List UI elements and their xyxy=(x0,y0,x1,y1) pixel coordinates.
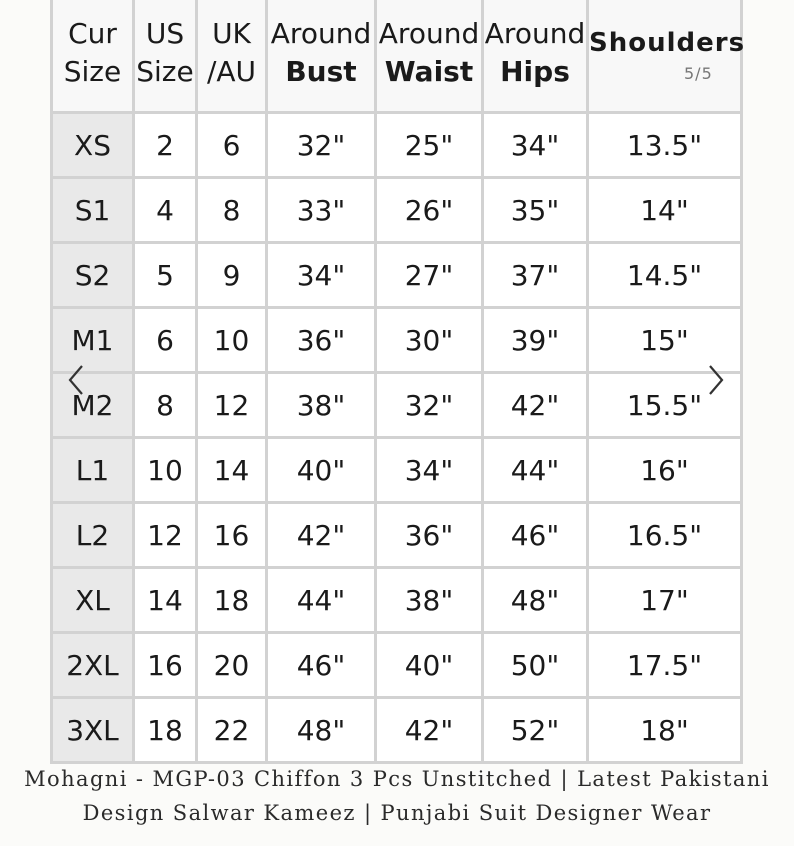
header-cur-size: Cur Size xyxy=(52,0,134,113)
measurement-cell: 48" xyxy=(483,568,588,633)
table-row xyxy=(52,243,742,308)
next-image-button[interactable] xyxy=(706,360,726,400)
measurement-cell: 17.5" xyxy=(588,633,742,698)
size-label-cell: XS xyxy=(52,113,134,178)
measurement-cell: 15" xyxy=(588,308,742,373)
caption-line-1: Mohagni - MGP-03 Chiffon 3 Pcs Unstitched | Latest Pakistani xyxy=(24,767,770,791)
measurement-cell: 20 xyxy=(197,633,267,698)
table-row xyxy=(52,373,742,438)
measurement-cell: 25" xyxy=(376,113,483,178)
measurement-cell: 48" xyxy=(267,698,376,763)
measurement-cell: 12 xyxy=(197,373,267,438)
measurement-cell: 52" xyxy=(483,698,588,763)
size-label-cell: S1 xyxy=(52,178,134,243)
header-hips: Around Hips xyxy=(483,0,588,113)
measurement-cell: 38" xyxy=(376,568,483,633)
measurement-cell: 42" xyxy=(376,698,483,763)
measurement-cell: 8 xyxy=(134,373,197,438)
header-waist: Around Waist xyxy=(376,0,483,113)
table-row xyxy=(52,633,742,698)
measurement-cell: 46" xyxy=(483,503,588,568)
measurement-cell: 22 xyxy=(197,698,267,763)
measurement-cell: 44" xyxy=(267,568,376,633)
chevron-left-icon xyxy=(66,360,86,400)
measurement-cell: 17" xyxy=(588,568,742,633)
size-chart-table xyxy=(50,0,746,764)
size-label-cell: 2XL xyxy=(52,633,134,698)
measurement-cell: 6 xyxy=(197,113,267,178)
measurement-cell: 50" xyxy=(483,633,588,698)
measurement-cell: 2 xyxy=(134,113,197,178)
header-shoulders: Shoulders xyxy=(588,0,742,113)
measurement-cell: 32" xyxy=(267,113,376,178)
measurement-cell: 42" xyxy=(267,503,376,568)
table-body xyxy=(52,113,742,763)
previous-image-button[interactable] xyxy=(66,360,86,400)
measurement-cell: 5 xyxy=(134,243,197,308)
size-label-cell: L2 xyxy=(52,503,134,568)
measurement-cell: 42" xyxy=(483,373,588,438)
table-row xyxy=(52,113,742,178)
measurement-cell: 14 xyxy=(197,438,267,503)
measurement-cell: 14" xyxy=(588,178,742,243)
table-row xyxy=(52,308,742,373)
measurement-cell: 4 xyxy=(134,178,197,243)
measurement-cell: 10 xyxy=(197,308,267,373)
measurement-cell: 34" xyxy=(376,438,483,503)
header-uk-au: UK /AU xyxy=(197,0,267,113)
measurement-cell: 16.5" xyxy=(588,503,742,568)
measurement-cell: 15.5" xyxy=(588,373,742,438)
size-label-cell: L1 xyxy=(52,438,134,503)
measurement-cell: 40" xyxy=(267,438,376,503)
product-caption xyxy=(0,762,794,830)
table-header-row xyxy=(52,0,742,113)
table-row xyxy=(52,568,742,633)
measurement-cell: 39" xyxy=(483,308,588,373)
measurement-cell: 37" xyxy=(483,243,588,308)
measurement-cell: 13.5" xyxy=(588,113,742,178)
size-label-cell: 3XL xyxy=(52,698,134,763)
measurement-cell: 16 xyxy=(134,633,197,698)
measurement-cell: 16" xyxy=(588,438,742,503)
measurement-cell: 32" xyxy=(376,373,483,438)
measurement-cell: 26" xyxy=(376,178,483,243)
slide-counter: 5/5 xyxy=(684,64,713,83)
measurement-cell: 34" xyxy=(483,113,588,178)
image-viewer xyxy=(50,17,746,747)
header-bust: Around Bust xyxy=(267,0,376,113)
size-label-cell: M2 xyxy=(52,373,134,438)
measurement-cell: 14 xyxy=(134,568,197,633)
measurement-cell: 6 xyxy=(134,308,197,373)
measurement-cell: 18 xyxy=(134,698,197,763)
measurement-cell: 40" xyxy=(376,633,483,698)
table-row xyxy=(52,503,742,568)
measurement-cell: 10 xyxy=(134,438,197,503)
measurement-cell: 12 xyxy=(134,503,197,568)
measurement-cell: 18" xyxy=(588,698,742,763)
measurement-cell: 38" xyxy=(267,373,376,438)
header-us-size: US Size xyxy=(134,0,197,113)
size-label-cell: S2 xyxy=(52,243,134,308)
chevron-right-icon xyxy=(706,360,726,400)
measurement-cell: 16 xyxy=(197,503,267,568)
measurement-cell: 35" xyxy=(483,178,588,243)
table-row xyxy=(52,438,742,503)
table-row xyxy=(52,178,742,243)
measurement-cell: 36" xyxy=(267,308,376,373)
measurement-cell: 14.5" xyxy=(588,243,742,308)
size-label-cell: XL xyxy=(52,568,134,633)
measurement-cell: 44" xyxy=(483,438,588,503)
size-label-cell: M1 xyxy=(52,308,134,373)
measurement-cell: 18 xyxy=(197,568,267,633)
measurement-cell: 33" xyxy=(267,178,376,243)
measurement-cell: 30" xyxy=(376,308,483,373)
table-row xyxy=(52,698,742,763)
measurement-cell: 8 xyxy=(197,178,267,243)
measurement-cell: 34" xyxy=(267,243,376,308)
measurement-cell: 27" xyxy=(376,243,483,308)
measurement-cell: 36" xyxy=(376,503,483,568)
caption-line-2: Design Salwar Kameez | Punjabi Suit Designer Wear xyxy=(82,801,712,825)
measurement-cell: 9 xyxy=(197,243,267,308)
measurement-cell: 46" xyxy=(267,633,376,698)
